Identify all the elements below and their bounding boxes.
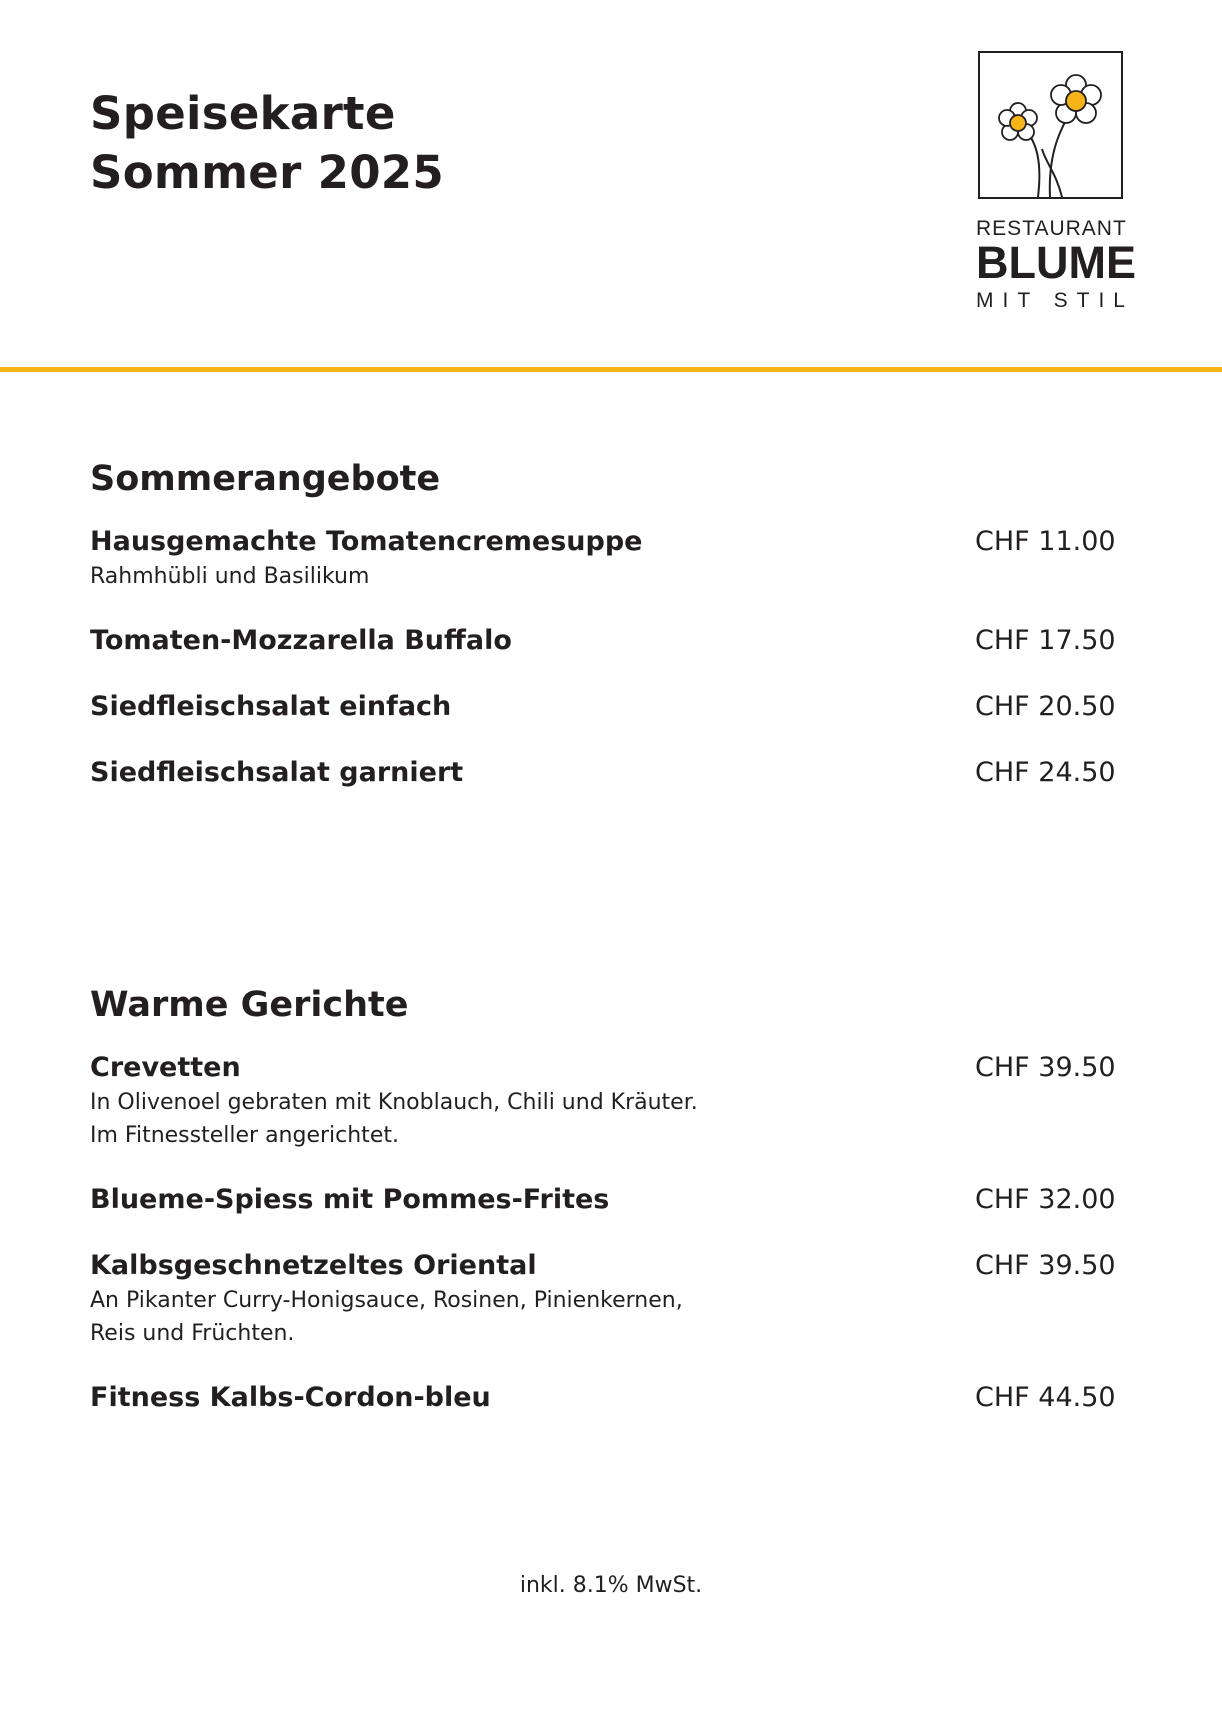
item-description: Reis und Früchten. xyxy=(90,1321,295,1346)
item-price: CHF 39.50 xyxy=(975,1250,1116,1281)
restaurant-logo xyxy=(976,51,1136,313)
section-title: Warme Gerichte xyxy=(90,985,409,1025)
item-price: CHF 24.50 xyxy=(975,757,1116,788)
item-name: Siedfleischsalat garniert xyxy=(90,757,464,788)
item-name: Tomaten-Mozzarella Buffalo xyxy=(90,625,512,656)
item-price: CHF 17.50 xyxy=(975,625,1116,656)
menu-item xyxy=(90,689,1116,725)
menu-item xyxy=(90,623,1116,659)
title-line-1: Speisekarte xyxy=(90,87,396,140)
item-description: An Pikanter Curry-Honigsauce, Rosinen, Pinienkernen, xyxy=(90,1288,683,1313)
flower-icon xyxy=(980,53,1121,197)
menu-item xyxy=(90,1182,1116,1218)
logo-text-mit-stil: MIT STIL xyxy=(976,289,1134,312)
item-price: CHF 44.50 xyxy=(975,1382,1116,1413)
item-description: Rahmhübli und Basilikum xyxy=(90,564,370,589)
section-sommerangebote xyxy=(90,456,1116,821)
menu-item xyxy=(90,1380,1116,1416)
item-name: Kalbsgeschnetzeltes Oriental xyxy=(90,1250,537,1281)
section-title: Sommerangebote xyxy=(90,459,441,499)
item-description: Im Fitnessteller angerichtet. xyxy=(90,1123,399,1148)
menu-item xyxy=(90,524,1116,593)
vat-note: inkl. 8.1% MwSt. xyxy=(519,1573,703,1598)
item-name: Crevetten xyxy=(90,1052,241,1083)
page-title xyxy=(90,84,444,202)
item-description: In Olivenoel gebraten mit Knoblauch, Chili und Kräuter. xyxy=(90,1090,698,1115)
item-price: CHF 20.50 xyxy=(975,691,1116,722)
section-warme-gerichte xyxy=(90,982,1116,1446)
item-price: CHF 32.00 xyxy=(975,1184,1116,1215)
item-price: CHF 11.00 xyxy=(975,526,1116,557)
item-name: Fitness Kalbs-Cordon-bleu xyxy=(90,1382,491,1413)
menu-item xyxy=(90,1050,1116,1152)
item-price: CHF 39.50 xyxy=(975,1052,1116,1083)
header-divider xyxy=(0,367,1222,372)
item-name: Blueme-Spiess mit Pommes-Frites xyxy=(90,1184,610,1215)
item-name: Siedfleischsalat einfach xyxy=(90,691,452,722)
logo-frame xyxy=(978,51,1123,199)
logo-text-blume: BLUME xyxy=(976,237,1136,288)
menu-item xyxy=(90,755,1116,791)
logo-text-restaurant: RESTAURANT xyxy=(976,217,1127,240)
menu-item xyxy=(90,1248,1116,1350)
title-line-2: Sommer 2025 xyxy=(90,146,445,199)
item-name: Hausgemachte Tomatencremesuppe xyxy=(90,526,643,557)
